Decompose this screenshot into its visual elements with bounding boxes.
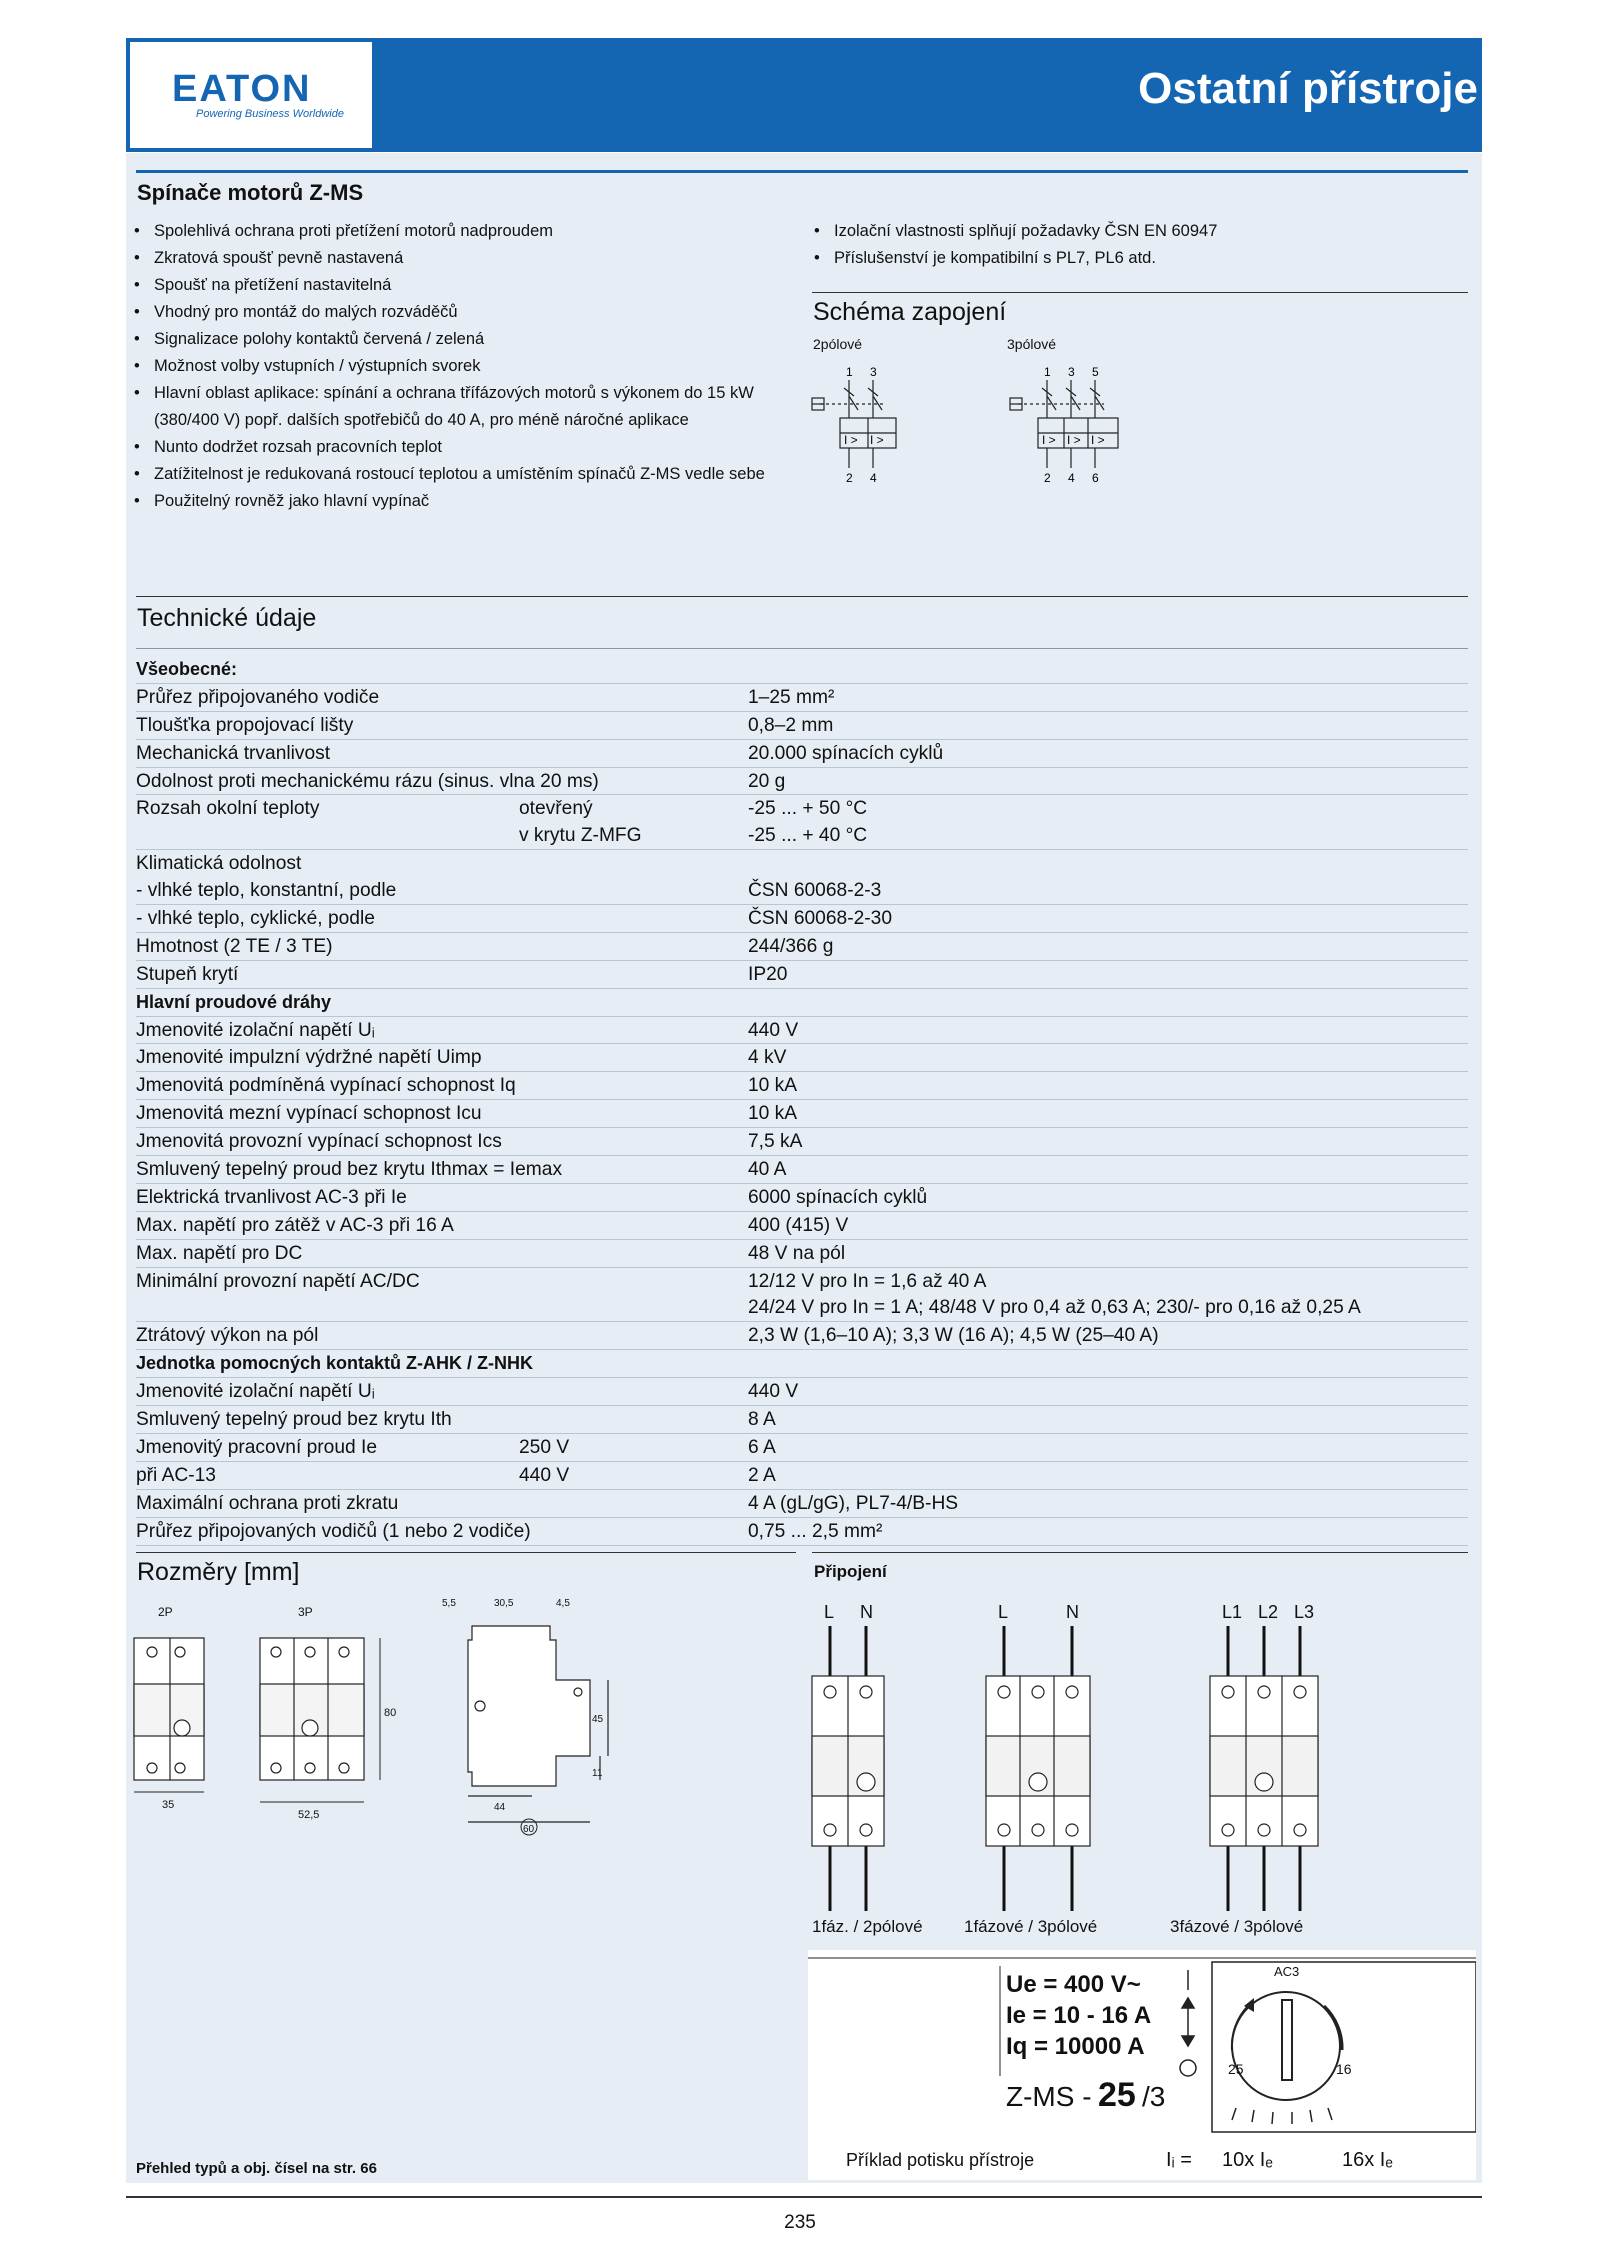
dim-bottom-44: 44	[494, 1802, 506, 1813]
tech-row	[136, 1294, 1468, 1322]
feature-item: • Vhodný pro montáž do malých rozváděčů	[134, 299, 784, 326]
schema-title: Schéma zapojení	[813, 298, 1007, 326]
tech-cell-c1: Hlavní proudové dráhy	[136, 991, 332, 1012]
tech-cell-c1: Hmotnost (2 TE / 3 TE)	[136, 935, 333, 957]
schema-2p-bottom-4: 4	[870, 471, 877, 485]
tech-cell-c1: Tloušťka propojovací lišty	[136, 714, 354, 736]
tech-row	[136, 1350, 1468, 1378]
dim-height: 80	[384, 1707, 397, 1719]
tech-row	[136, 684, 1468, 712]
feature-item: • Zkratová spoušť pevně nastavená	[134, 245, 784, 272]
tech-row	[136, 989, 1468, 1017]
schema-3p-label: 3pólové	[1007, 336, 1057, 352]
product-title: Spínače motorů Z-MS	[137, 180, 364, 205]
tech-cell-c1: Klimatická odolnost	[136, 853, 302, 875]
tech-cell-c3: 440 V	[748, 1019, 799, 1041]
tech-cell-c1: Jmenovité impulzní výdržné napětí Uimp	[136, 1047, 482, 1069]
tech-row	[136, 1406, 1468, 1434]
tech-row	[136, 712, 1468, 740]
tech-row	[136, 877, 1468, 905]
tech-row	[136, 1017, 1468, 1045]
tech-row	[136, 1044, 1468, 1072]
schema-3p-bottom-2: 2	[1044, 471, 1051, 485]
conn3-caption: 3fázové / 3pólové	[1170, 1917, 1304, 1936]
tech-cell-c3: 20.000 spínacích cyklů	[748, 742, 944, 764]
tech-row	[136, 1462, 1468, 1490]
tech-cell-c1: Průřez připojovaného vodiče	[136, 686, 380, 708]
label-caption: Příklad potisku přístroje	[846, 2150, 1035, 2170]
tech-cell-c3: 4 kV	[748, 1047, 787, 1069]
connection-diagram	[808, 1596, 1328, 1936]
tech-row	[136, 1490, 1468, 1518]
conn2-line-l: L	[998, 1602, 1009, 1622]
features-right-list	[814, 218, 1474, 272]
model-number: 25	[1098, 2076, 1136, 2114]
tech-cell-c1: Odolnost proti mechanickému rázu (sinus. vlna 20 ms)	[136, 770, 599, 792]
tech-row	[136, 1434, 1468, 1462]
bottom-rule	[126, 2196, 1482, 2198]
tech-cell-c3: 440 V	[748, 1381, 799, 1403]
footer-note: Přehled typů a obj. čísel na str. 66	[136, 2160, 377, 2177]
svg-text:I >: I >	[1091, 433, 1105, 447]
conn-rule	[812, 1552, 1468, 1553]
tech-cell-c3: 6000 spínacích cyklů	[748, 1186, 928, 1208]
dim-bottom-60: 60	[523, 1824, 535, 1835]
tech-cell-c1: Průřez připojovaných vodičů (1 nebo 2 vodiče)	[136, 1520, 531, 1542]
tech-row	[136, 1156, 1468, 1184]
tech-cell-c1: Jmenovitá podmíněná vypínací schopnost Iq	[136, 1075, 516, 1097]
tech-cell-c1: Elektrická trvanlivost AC-3 při Ie	[136, 1186, 407, 1208]
tech-cell-c1: - vlhké teplo, konstantní, podle	[136, 880, 397, 902]
tech-cell-c3: 0,8–2 mm	[748, 714, 834, 736]
tech-rule-bottom	[136, 648, 1468, 649]
tech-row	[136, 1128, 1468, 1156]
dim-side-45: 45	[592, 1714, 604, 1725]
feature-item: • Možnost volby vstupních / výstupních svorek	[134, 353, 784, 380]
label-iq: Iq = 10000 A	[1006, 2033, 1145, 2060]
schema-rule	[812, 292, 1468, 293]
tech-row	[136, 961, 1468, 989]
feature-item: • Použitelný rovněž jako hlavní vypínač	[134, 488, 784, 515]
tech-title: Technické údaje	[137, 604, 317, 632]
tech-cell-c3: 0,75 ... 2,5 mm²	[748, 1520, 883, 1542]
tech-cell-c3: IP20	[748, 963, 788, 985]
tech-cell-c2: otevřený	[519, 798, 593, 820]
tech-cell-c3: 8 A	[748, 1409, 776, 1431]
conn3-line-l1: L1	[1222, 1602, 1243, 1622]
tech-row	[136, 1378, 1468, 1406]
label-ue: Ue = 400 V~	[1006, 1971, 1141, 1998]
tech-row	[136, 795, 1468, 822]
feature-item: • Zatížitelnost je redukovaná rostoucí teplotou a umístěním spínačů Z-MS vedle sebe	[134, 461, 784, 488]
tech-row	[136, 1518, 1468, 1546]
tech-cell-c3: 7,5 kA	[748, 1131, 803, 1153]
tech-cell-c1: Mechanická trvanlivost	[136, 742, 331, 764]
feature-item: • Spoušť na přetížení nastavitelná	[134, 272, 784, 299]
features-left-list	[134, 218, 784, 515]
dim-width-2p: 35	[162, 1799, 175, 1811]
tech-row	[136, 905, 1468, 933]
tech-cell-c1: Smluvený tepelný proud bez krytu Ith	[136, 1409, 452, 1431]
schema-3p-top-3: 3	[1068, 365, 1075, 379]
tech-row	[136, 1072, 1468, 1100]
tech-row	[136, 822, 1468, 850]
feature-item: • Spolehlivá ochrana proti přetížení motorů nadproudem	[134, 218, 784, 245]
schema-2p-label: 2pólové	[813, 336, 863, 352]
page-number: 235	[784, 2212, 816, 2233]
tech-cell-c3: 4 A (gL/gG), PL7-4/B-HS	[748, 1492, 959, 1514]
dimension-drawing	[130, 1596, 610, 1836]
tech-cell-c3: 1–25 mm²	[748, 686, 835, 708]
conn1-line-l: L	[824, 1602, 835, 1622]
label-ie: Ie = 10 - 16 A	[1006, 2002, 1152, 2029]
top-rule	[136, 170, 1468, 173]
tech-cell-c1: Max. napětí pro zátěž v AC-3 při 16 A	[136, 1214, 454, 1236]
dim-rule	[136, 1552, 796, 1553]
dial-top-label: AC3	[1274, 1964, 1300, 1979]
tech-cell-c1: Maximální ochrana proti zkratu	[136, 1492, 399, 1514]
tech-cell-c1: Minimální provozní napětí AC/DC	[136, 1270, 420, 1292]
page-title: Ostatní přístroje	[1138, 64, 1478, 113]
svg-text:I >: I >	[870, 433, 884, 447]
schema-3p-bottom-4: 4	[1068, 471, 1075, 485]
tech-row	[136, 740, 1468, 768]
conn3-line-l3: L3	[1294, 1602, 1315, 1622]
dim-top-b: 30,5	[494, 1598, 514, 1609]
tech-row	[136, 850, 1468, 877]
dim-3p-label: 3P	[298, 1605, 313, 1619]
feature-item: • Příslušenství je kompatibilní s PL7, PL6 atd.	[814, 245, 1474, 272]
tech-cell-c1: Jmenovitá provozní vypínací schopnost Ics	[136, 1131, 502, 1153]
tech-cell-c3: 48 V na pól	[748, 1242, 846, 1264]
connection-title: Připojení	[814, 1562, 887, 1581]
dim-2p-label: 2P	[158, 1605, 173, 1619]
tech-cell-c3: 10 kA	[748, 1075, 798, 1097]
logo-tagline: Powering Business Worldwide	[196, 108, 344, 120]
feature-item: • Signalizace polohy kontaktů červená / zelená	[134, 326, 784, 353]
dim-side-11: 11	[592, 1768, 603, 1779]
conn2-line-n: N	[1066, 1602, 1079, 1622]
tech-cell-c3: ČSN 60068-2-30	[748, 908, 892, 930]
tech-cell-c1: Max. napětí pro DC	[136, 1242, 303, 1264]
dial-right-label: 16	[1336, 2061, 1352, 2077]
conn1-caption: 1fáz. / 2pólové	[812, 1917, 923, 1936]
tech-row	[136, 656, 1468, 684]
tech-cell-c1: Jmenovitý pracovní proud Ie	[136, 1436, 378, 1458]
tech-row	[136, 1212, 1468, 1240]
tech-cell-c3: 40 A	[748, 1159, 787, 1181]
tech-cell-c1: Smluvený tepelný proud bez krytu Ithmax = Iemax	[136, 1159, 563, 1181]
svg-text:I >: I >	[844, 433, 858, 447]
eaton-logo: EATON	[172, 68, 312, 110]
conn2-caption: 1fázové / 3pólové	[964, 1917, 1098, 1936]
tech-cell-c2: 250 V	[519, 1436, 570, 1458]
model-suffix: /3	[1142, 2081, 1166, 2112]
label-example	[808, 1950, 1476, 2180]
tech-cell-c3: 2,3 W (1,6–10 A); 3,3 W (16 A); 4,5 W (25–40 A)	[748, 1325, 1159, 1347]
tech-table	[136, 656, 1468, 1546]
feature-item: • Nunto dodržet rozsah pracovních teplot	[134, 434, 784, 461]
tech-cell-c3: 20 g	[748, 770, 786, 792]
dim-width-3p: 52,5	[298, 1809, 320, 1821]
schematic-3p	[1004, 360, 1134, 485]
model-prefix: Z-MS -	[1006, 2081, 1092, 2112]
schema-2p-top-3: 3	[870, 365, 877, 379]
tech-cell-c3: ČSN 60068-2-3	[748, 880, 882, 902]
tech-cell-c3: 24/24 V pro In = 1 A; 48/48 V pro 0,4 až 0,63 A; 230/- pro 0,16 až 0,25 A	[748, 1297, 1361, 1319]
conn3-line-l2: L2	[1258, 1602, 1279, 1622]
tech-cell-c1: Jmenovité izolační napětí Uᵢ	[136, 1019, 375, 1041]
schema-2p-top-1: 1	[846, 365, 853, 379]
tech-cell-c3: 6 A	[748, 1436, 776, 1458]
formula-ii: Iᵢ =	[1166, 2149, 1192, 2171]
schema-3p-bottom-6: 6	[1092, 471, 1099, 485]
formula-10x: 10x Iₑ	[1222, 2149, 1273, 2171]
tech-row	[136, 933, 1468, 961]
tech-cell-c3: 2 A	[748, 1464, 776, 1486]
formula-16x: 16x Iₑ	[1342, 2149, 1393, 2171]
tech-cell-c1: Jmenovitá mezní vypínací schopnost Icu	[136, 1103, 482, 1125]
tech-cell-c1: Jmenovité izolační napětí Uᵢ	[136, 1381, 375, 1403]
tech-row	[136, 1268, 1468, 1295]
tech-cell-c1: Rozsah okolní teploty	[136, 798, 320, 820]
tech-cell-c1: Jednotka pomocných kontaktů Z-AHK / Z-NHK	[136, 1353, 534, 1374]
schematic-2p	[806, 360, 916, 485]
conn1-line-n: N	[860, 1602, 873, 1622]
tech-row	[136, 1184, 1468, 1212]
feature-item: • Izolační vlastnosti splňují požadavky ČSN EN 60947	[814, 218, 1474, 245]
dial-left-label: 25	[1228, 2061, 1244, 2077]
tech-row	[136, 1240, 1468, 1268]
tech-row	[136, 1100, 1468, 1128]
tech-cell-c3: 12/12 V pro In = 1,6 až 40 A	[748, 1270, 987, 1292]
tech-row	[136, 768, 1468, 796]
schema-3p-top-5: 5	[1092, 365, 1099, 379]
tech-row	[136, 1322, 1468, 1350]
tech-cell-c1: Všeobecné:	[136, 659, 238, 679]
tech-cell-c1: - vlhké teplo, cyklické, podle	[136, 908, 375, 930]
dimensions-title: Rozměry [mm]	[137, 1558, 300, 1586]
dim-top-a: 5,5	[442, 1598, 456, 1609]
tech-cell-c3: 244/366 g	[748, 935, 834, 957]
tech-cell-c1: při AC-13	[136, 1464, 216, 1486]
tech-cell-c3: -25 ... + 50 °C	[748, 798, 868, 820]
schema-3p-top-1: 1	[1044, 365, 1051, 379]
tech-cell-c1: Ztrátový výkon na pól	[136, 1325, 319, 1347]
tech-rule-top	[136, 596, 1468, 597]
schema-2p-bottom-2: 2	[846, 471, 853, 485]
tech-cell-c2: v krytu Z-MFG	[519, 825, 642, 847]
svg-text:I >: I >	[1067, 433, 1081, 447]
dim-top-c: 4,5	[556, 1598, 570, 1609]
feature-item: • Hlavní oblast aplikace: spínání a ochrana třífázových motorů s výkonem do 15 kW (380/400 V) popř. dalších spotřebičů do 40 A, pro méně náročné aplikace	[134, 380, 784, 434]
tech-cell-c2: 440 V	[519, 1464, 570, 1486]
svg-text:I >: I >	[1042, 433, 1056, 447]
tech-cell-c1: Stupeň krytí	[136, 963, 239, 985]
tech-cell-c3: 400 (415) V	[748, 1214, 849, 1236]
tech-cell-c3: 10 kA	[748, 1103, 798, 1125]
tech-cell-c3: -25 ... + 40 °C	[748, 825, 868, 847]
